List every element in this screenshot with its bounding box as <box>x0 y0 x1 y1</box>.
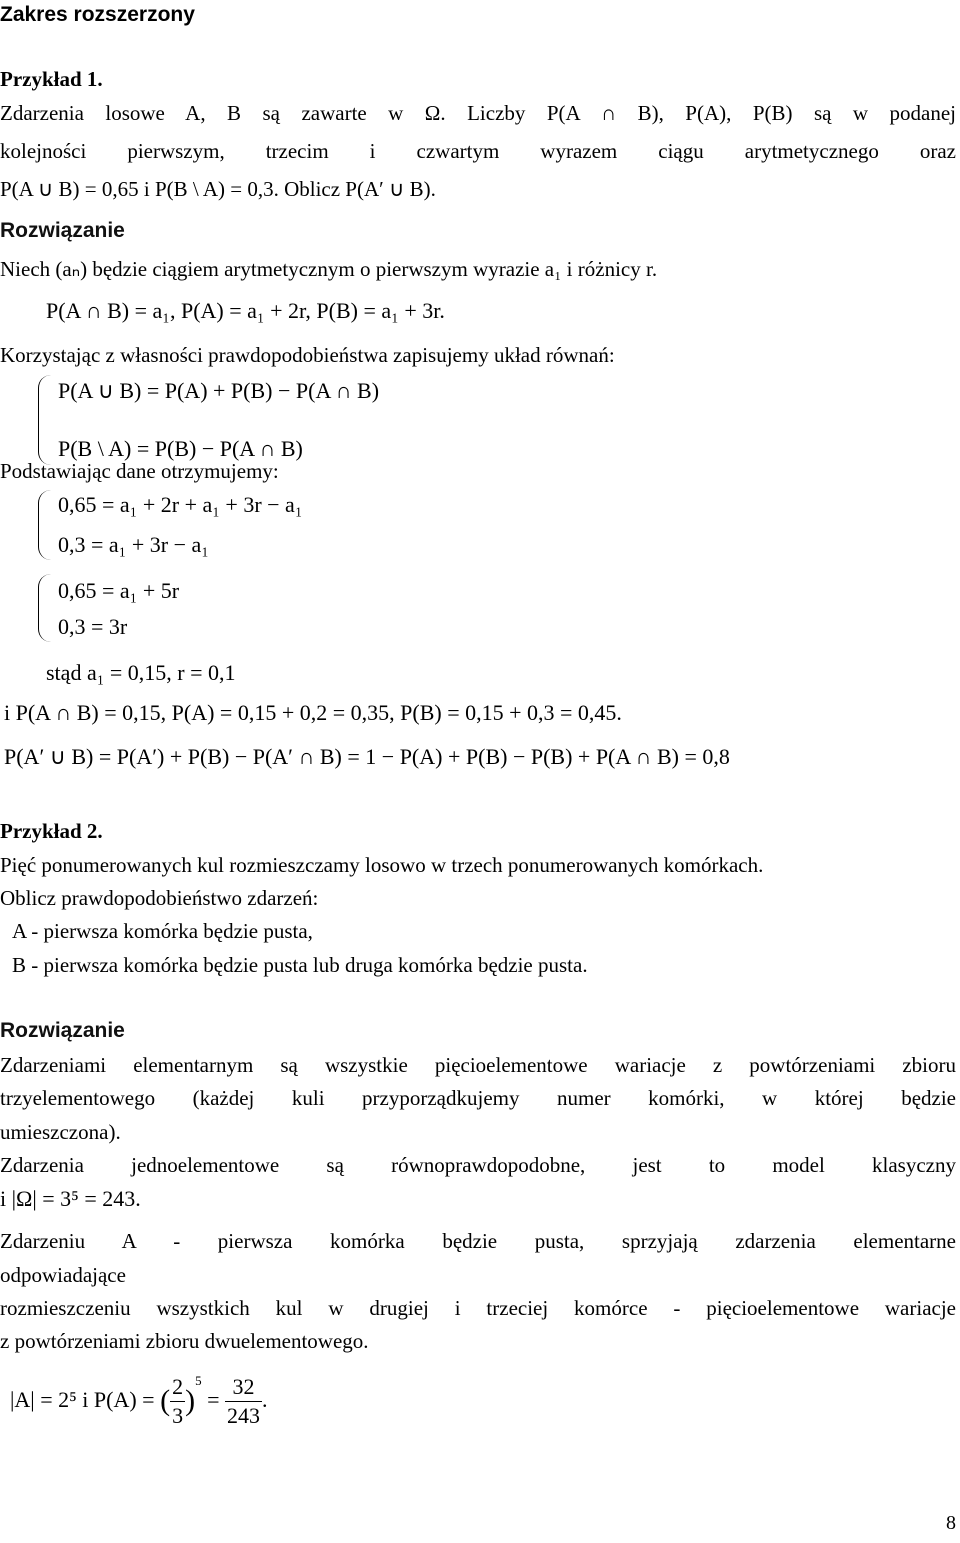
formula-left: |A| = 2⁵ i P(A) = <box>10 1387 155 1412</box>
page-title: Zakres rozszerzony <box>0 3 195 26</box>
page-number: 8 <box>946 1512 956 1534</box>
example-2-text-line-1: Pięć ponumerowanych kul rozmieszczamy losowo w trzech ponumerowanych komórkach. <box>0 853 764 877</box>
solution-2-line-6: Zdarzeniu A - pierwsza komórka będzie pusta, sprzyjają zdarzenia elementarne <box>0 1229 956 1253</box>
system-1-eq-1: P(A ∪ B) = P(A) + P(B) − P(A ∩ B) <box>58 378 380 403</box>
solution-2-line-4: Zdarzenia jednoelementowe są równoprawdopodobne, jest to model klasyczny <box>0 1153 956 1177</box>
solution-2-line-9: z powtórzeniami zbioru dwuelementowego. <box>0 1329 369 1353</box>
system-2-eq-2: 0,3 = a₁ + 3r − a₁ <box>58 532 209 557</box>
example-2-title: Przykład 2. <box>0 819 103 843</box>
solution-1-line-4: Podstawiając dane otrzymujemy: <box>0 459 279 483</box>
solution-2-line-2: trzyelementowego (każdej kuli przyporządkujemy numer komórki, w której będzie <box>0 1086 956 1110</box>
system-3-brace <box>38 574 51 642</box>
example-2-event-b: B - pierwsza komórka będzie pusta lub druga komórka będzie pusta. <box>12 953 588 977</box>
solution-2-line-8: rozmieszczeniu wszystkich kul w drugiej i trzeciej komórce - pięcioelementowe wariacje <box>0 1296 956 1320</box>
example-1-title: Przykład 1. <box>0 67 103 91</box>
formula-period: . <box>262 1387 268 1412</box>
right-paren: ) <box>185 1384 196 1417</box>
result-fraction <box>225 1373 262 1430</box>
solution-2-line-3: umieszczona). <box>0 1120 121 1144</box>
solution-2-line-7: odpowiadające <box>0 1263 126 1287</box>
system-1-eq-2: P(B \ A) = P(B) − P(A ∩ B) <box>58 436 303 461</box>
base-fraction-numerator: 2 <box>170 1373 185 1402</box>
exponent: 5 <box>195 1373 202 1388</box>
result-fraction-denominator: 243 <box>227 1403 260 1429</box>
example-1-text-line-3: P(A ∪ B) = 0,65 i P(B \ A) = 0,3. Oblicz P(A′ ∪ B). <box>0 177 436 201</box>
base-fraction-denominator: 3 <box>172 1403 184 1429</box>
solution-1-line-6: i P(A ∩ B) = 0,15, P(A) = 0,15 + 0,2 = 0,35, P(B) = 0,15 + 0,3 = 0,45. <box>4 700 622 725</box>
example-1-text-line-2: kolejności pierwszym, trzecim i czwartym wyrazem ciągu arytmetycznego oraz <box>0 139 956 163</box>
base-fraction <box>170 1373 185 1430</box>
solution-1-line-3: Korzystając z własności prawdopodobieństwa zapisujemy układ równań: <box>0 343 615 367</box>
result-fraction-numerator: 32 <box>225 1373 262 1402</box>
solution-1-line-5: stąd a₁ = 0,15, r = 0,1 <box>46 660 236 685</box>
system-1-brace <box>38 375 51 465</box>
equals-sign: = <box>207 1387 220 1412</box>
system-3-eq-1: 0,65 = a₁ + 5r <box>58 578 180 603</box>
solution-1-line-1: Niech (aₙ) będzie ciągiem arytmetycznym o pierwszym wyrazie a₁ i różnicy r. <box>0 257 658 281</box>
solution-2-formula <box>10 1372 268 1432</box>
example-2-event-a: A - pierwsza komórka będzie pusta, <box>12 919 313 943</box>
solution-2-line-1: Zdarzeniami elementarnym są wszystkie pięcioelementowe wariacje z powtórzeniami zbioru <box>0 1053 956 1077</box>
solution-1-line-2: P(A ∩ B) = a₁, P(A) = a₁ + 2r, P(B) = a₁ + 3r. <box>46 298 445 323</box>
solution-heading-2: Rozwiązanie <box>0 1019 125 1042</box>
solution-heading-1: Rozwiązanie <box>0 219 125 242</box>
solution-1-line-7: P(A′ ∪ B) = P(A′) + P(B) − P(A′ ∩ B) = 1 − P(A) + P(B) − P(B) + P(A ∩ B) = 0,8 <box>4 744 730 769</box>
example-2-text-line-2: Oblicz prawdopodobieństwo zdarzeń: <box>0 886 319 910</box>
system-2-brace <box>38 490 51 560</box>
system-2-eq-1: 0,65 = a₁ + 2r + a₁ + 3r − a₁ <box>58 492 303 517</box>
left-paren: ( <box>160 1384 171 1417</box>
solution-2-line-5: i |Ω| = 3⁵ = 243. <box>0 1186 141 1211</box>
example-1-text-line-1: Zdarzenia losowe A, B są zawarte w Ω. Liczby P(A ∩ B), P(A), P(B) są w podanej <box>0 101 956 125</box>
system-3-eq-2: 0,3 = 3r <box>58 614 128 639</box>
